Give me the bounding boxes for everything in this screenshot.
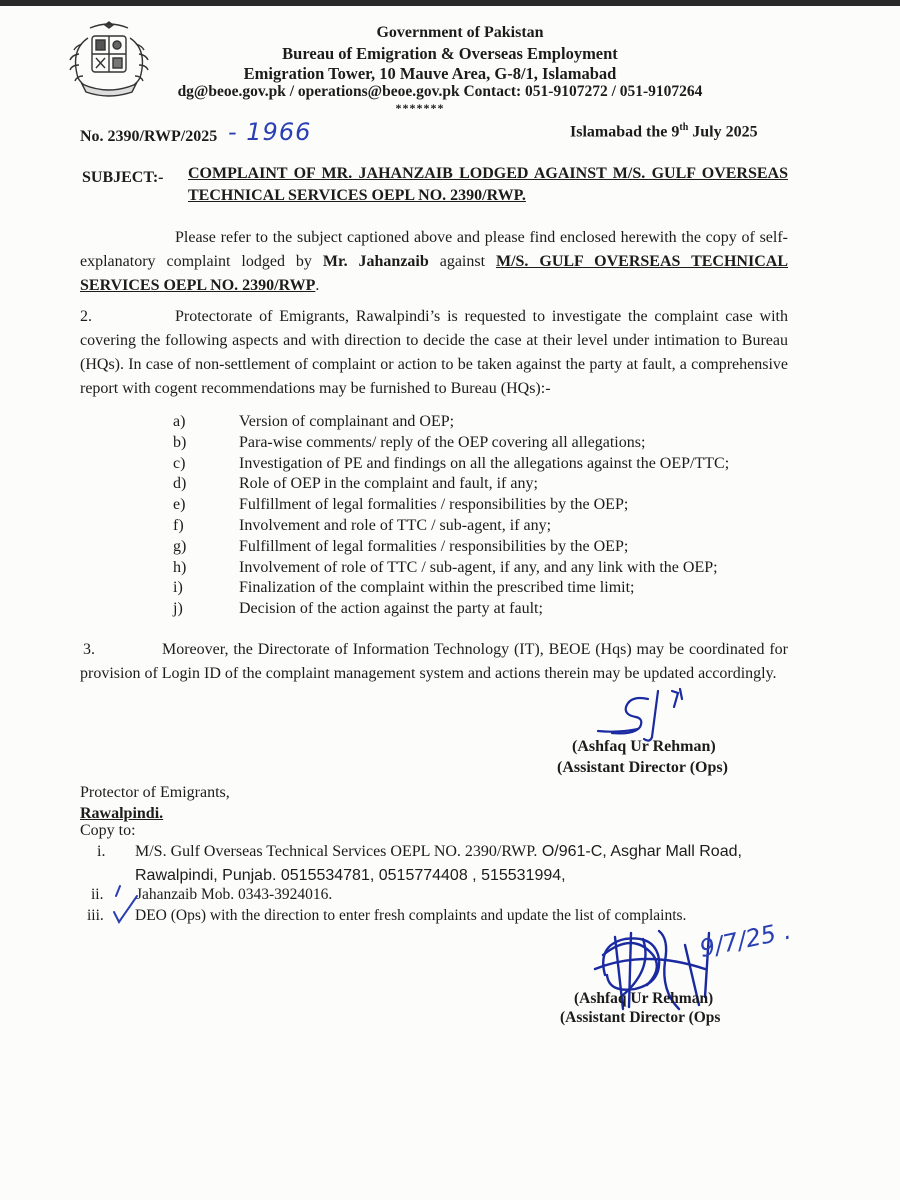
signatory-2-name: (Ashfaq Ur Rehman) xyxy=(574,990,714,1007)
header-emails: dg@beoe.gov.pk / operations@beoe.gov.pk xyxy=(177,83,460,100)
letter-date: Islamabad the 9th July 2025 xyxy=(570,122,758,141)
aspect-key: j) xyxy=(173,600,183,618)
aspect-key: e) xyxy=(173,496,186,514)
subject-text: COMPLAINT OF MR. JAHANZAIB LODGED AGAINST M/S. GULF OVERSEAS TECHNICAL SERVICES OEPL NO. 2390/RWP. xyxy=(188,165,788,204)
aspect-key: g) xyxy=(173,537,187,555)
signatory-title: (Assistant Director (Ops) xyxy=(557,759,728,776)
aspect-text: Para-wise comments/ reply of the OEP covering all allegations; xyxy=(239,433,646,451)
letter-page: Government of Pakistan Bureau of Emigration & Overseas Employment Emigration Tower, 10 Mauve Area, G-8/1, Islamabad dg@beoe.gov.pk / operations@beoe.gov.pk Contact: 051-9107272 / 051-9107264 ******* No. 2390/RWP/2025 - 1966 Islamabad the 9th July 2025 SUBJECT:- COMPLAINT OF MR. JAHANZAIB LODGED AGAINST M/S. GULF OVERSEAS TECHNICAL SERVICES OEPL NO. 2390/RWP. Please refer to the subject captioned above and please find enclosed herewith the copy of self-explanatory complaint lodged by Mr. Jahanzaib against M/S. GULF OVERSEAS TECHNICAL SERVICES OEPL NO. 2390/RWP. 2. Protectorate of Emigrants, Rawalpindi’s is requested to investigate the complaint case with covering the following aspects and with direction to decide the case at their level under intimation to Bureau (HQs). In case of non-settlement of complaint or action to be taken against the party at fault, a comprehensive report with cogent recommendations may be furnished to Bureau (HQs):- a) Version of complainant and OEP; b) Para-wise comments/ reply of the OEP covering all allegations; c) Investigation of PE and findings on all the allegations against the OEP/TTC; d) Role of OEP in the complaint and fault, if any; e) Fulfillment of legal formalities / responsibilities by the OEP; f) Involvement and role of TTC / sub-agent, if any; g) Fulfillment of legal formalities / responsibilities by the OEP; h) Involvement of role of TTC / sub-agent, if any, and any link with the OEP; i) Finalization of the complaint within the prescribed time limit; j) Decision of the action against the party at fault; 3. Moreover, the Directorate of Information Technology (IT), BEOE (Hqs) may be coordinated for provision of Login ID of the complaint management system and actions therein may be updated accordingly. (Ashfaq Ur Rehman) (Assistant Director (Ops) Protector of Emigrants, Rawalpindi. Copy to: i. M/S. Gulf Overseas Technical Services OEPL NO. 2390/RWP. O/961-C, Asghar Mall Road, Rawalpindi, Punjab. 0515534781, 0515774408 , 515531994, ii. Jahanzaib Mob. 0343-3924016. iii. DEO (Ops) with the direction to enter fresh complaints and update the list of complaints. 9/7/25 . (Ashfaq Ur Rehman) (Assistant Director (Ops xyxy=(0,0,900,1200)
header-phones: Contact: 051-9107272 / 051-9107264 xyxy=(463,83,703,100)
paragraph-2-number: 2. xyxy=(80,308,92,325)
copy-to-label: Copy to: xyxy=(80,822,136,839)
aspect-key: i) xyxy=(173,579,183,597)
aspect-text: Decision of the action against the party at fault; xyxy=(239,600,543,618)
aspect-key: d) xyxy=(173,475,187,493)
handwritten-date: 9/7/25 . xyxy=(697,916,794,963)
reference-number: No. 2390/RWP/2025 xyxy=(80,128,218,145)
complainant-name: Mr. Jahanzaib xyxy=(322,253,429,270)
copy-item-3: iii. DEO (Ops) with the direction to enter fresh complaints and update the list of complaints. xyxy=(87,907,687,924)
aspect-text: Version of complainant and OEP; xyxy=(239,413,455,430)
signature-scribble xyxy=(560,685,710,745)
signatory-name: (Ashfaq Ur Rehman) xyxy=(572,738,716,755)
aspect-key: f) xyxy=(173,516,184,534)
paragraph-3-number: 3. xyxy=(83,641,95,658)
header-address: Emigration Tower, 10 Mauve Area, G-8/1, Islamabad xyxy=(243,64,617,83)
aspect-text: Involvement of role of TTC / sub-agent, if any, and any link with the OEP; xyxy=(239,558,718,576)
handwritten-diary-number: - 1966 xyxy=(228,118,312,146)
aspect-text: Role of OEP in the complaint and fault, if any; xyxy=(239,475,538,493)
checkmark-icon xyxy=(112,880,142,926)
oep-name: M/S. GULF OVERSEAS TECHNICAL SERVICES OEPL NO. 2390/RWP xyxy=(80,253,788,294)
paragraph-3: 3. Moreover, the Directorate of Information Technology (IT), BEOE (Hqs) may be coordinated for provision of Login ID of the complaint management system and actions therein may be updated accordingly. xyxy=(80,638,788,686)
scan-edge xyxy=(0,0,900,6)
addressee-title: Protector of Emigrants, xyxy=(80,784,230,801)
signatory-2-title: (Assistant Director (Ops xyxy=(560,1009,721,1026)
oep-address-phones: O/961-C, Asghar Mall Road, Rawalpindi, Punjab. 0515534781, 0515774408 , 515531994, xyxy=(135,843,742,884)
aspect-text: Fulfillment of legal formalities / responsibilities by the OEP; xyxy=(239,537,629,555)
paragraph-2: 2. Protectorate of Emigrants, Rawalpindi’s is requested to investigate the complaint case with covering the following aspects and with direction to decide the case at their level under intimation to Bureau (HQs). In case of non-settlement of complaint or action to be taken against the party at fault, a comprehensive report with cogent recommendations may be furnished to Bureau (HQs):- xyxy=(80,305,788,401)
aspect-key: b) xyxy=(173,433,187,451)
aspect-text: Finalization of the complaint within the prescribed time limit; xyxy=(239,579,635,597)
aspect-key: c) xyxy=(173,454,186,472)
aspect-text: Investigation of PE and findings on all the allegations against the OEP/TTC; xyxy=(239,454,730,472)
aspect-key: h) xyxy=(173,558,187,576)
addressee-city: Rawalpindi. xyxy=(80,805,164,822)
aspect-text: Fulfillment of legal formalities / responsibilities by the OEP; xyxy=(239,496,629,514)
aspect-text: Involvement and role of TTC / sub-agent, if any; xyxy=(239,516,552,534)
header-contact-line xyxy=(120,83,760,101)
header-stars: ******* xyxy=(395,101,445,115)
header-bureau: Bureau of Emigration & Overseas Employment xyxy=(282,44,618,63)
paragraph-1: Please refer to the subject captioned above and please find enclosed herewith the copy of self-explanatory complaint lodged by Mr. Jahanzaib against M/S. GULF OVERSEAS TECHNICAL SERVICES OEPL NO. 2390/RWP. xyxy=(80,229,788,294)
copy-item-2: ii. Jahanzaib Mob. 0343-3924016. xyxy=(91,886,333,903)
header-government: Government of Pakistan xyxy=(376,24,544,41)
subject-label: SUBJECT:- xyxy=(82,169,164,186)
aspect-key: a) xyxy=(173,413,186,430)
